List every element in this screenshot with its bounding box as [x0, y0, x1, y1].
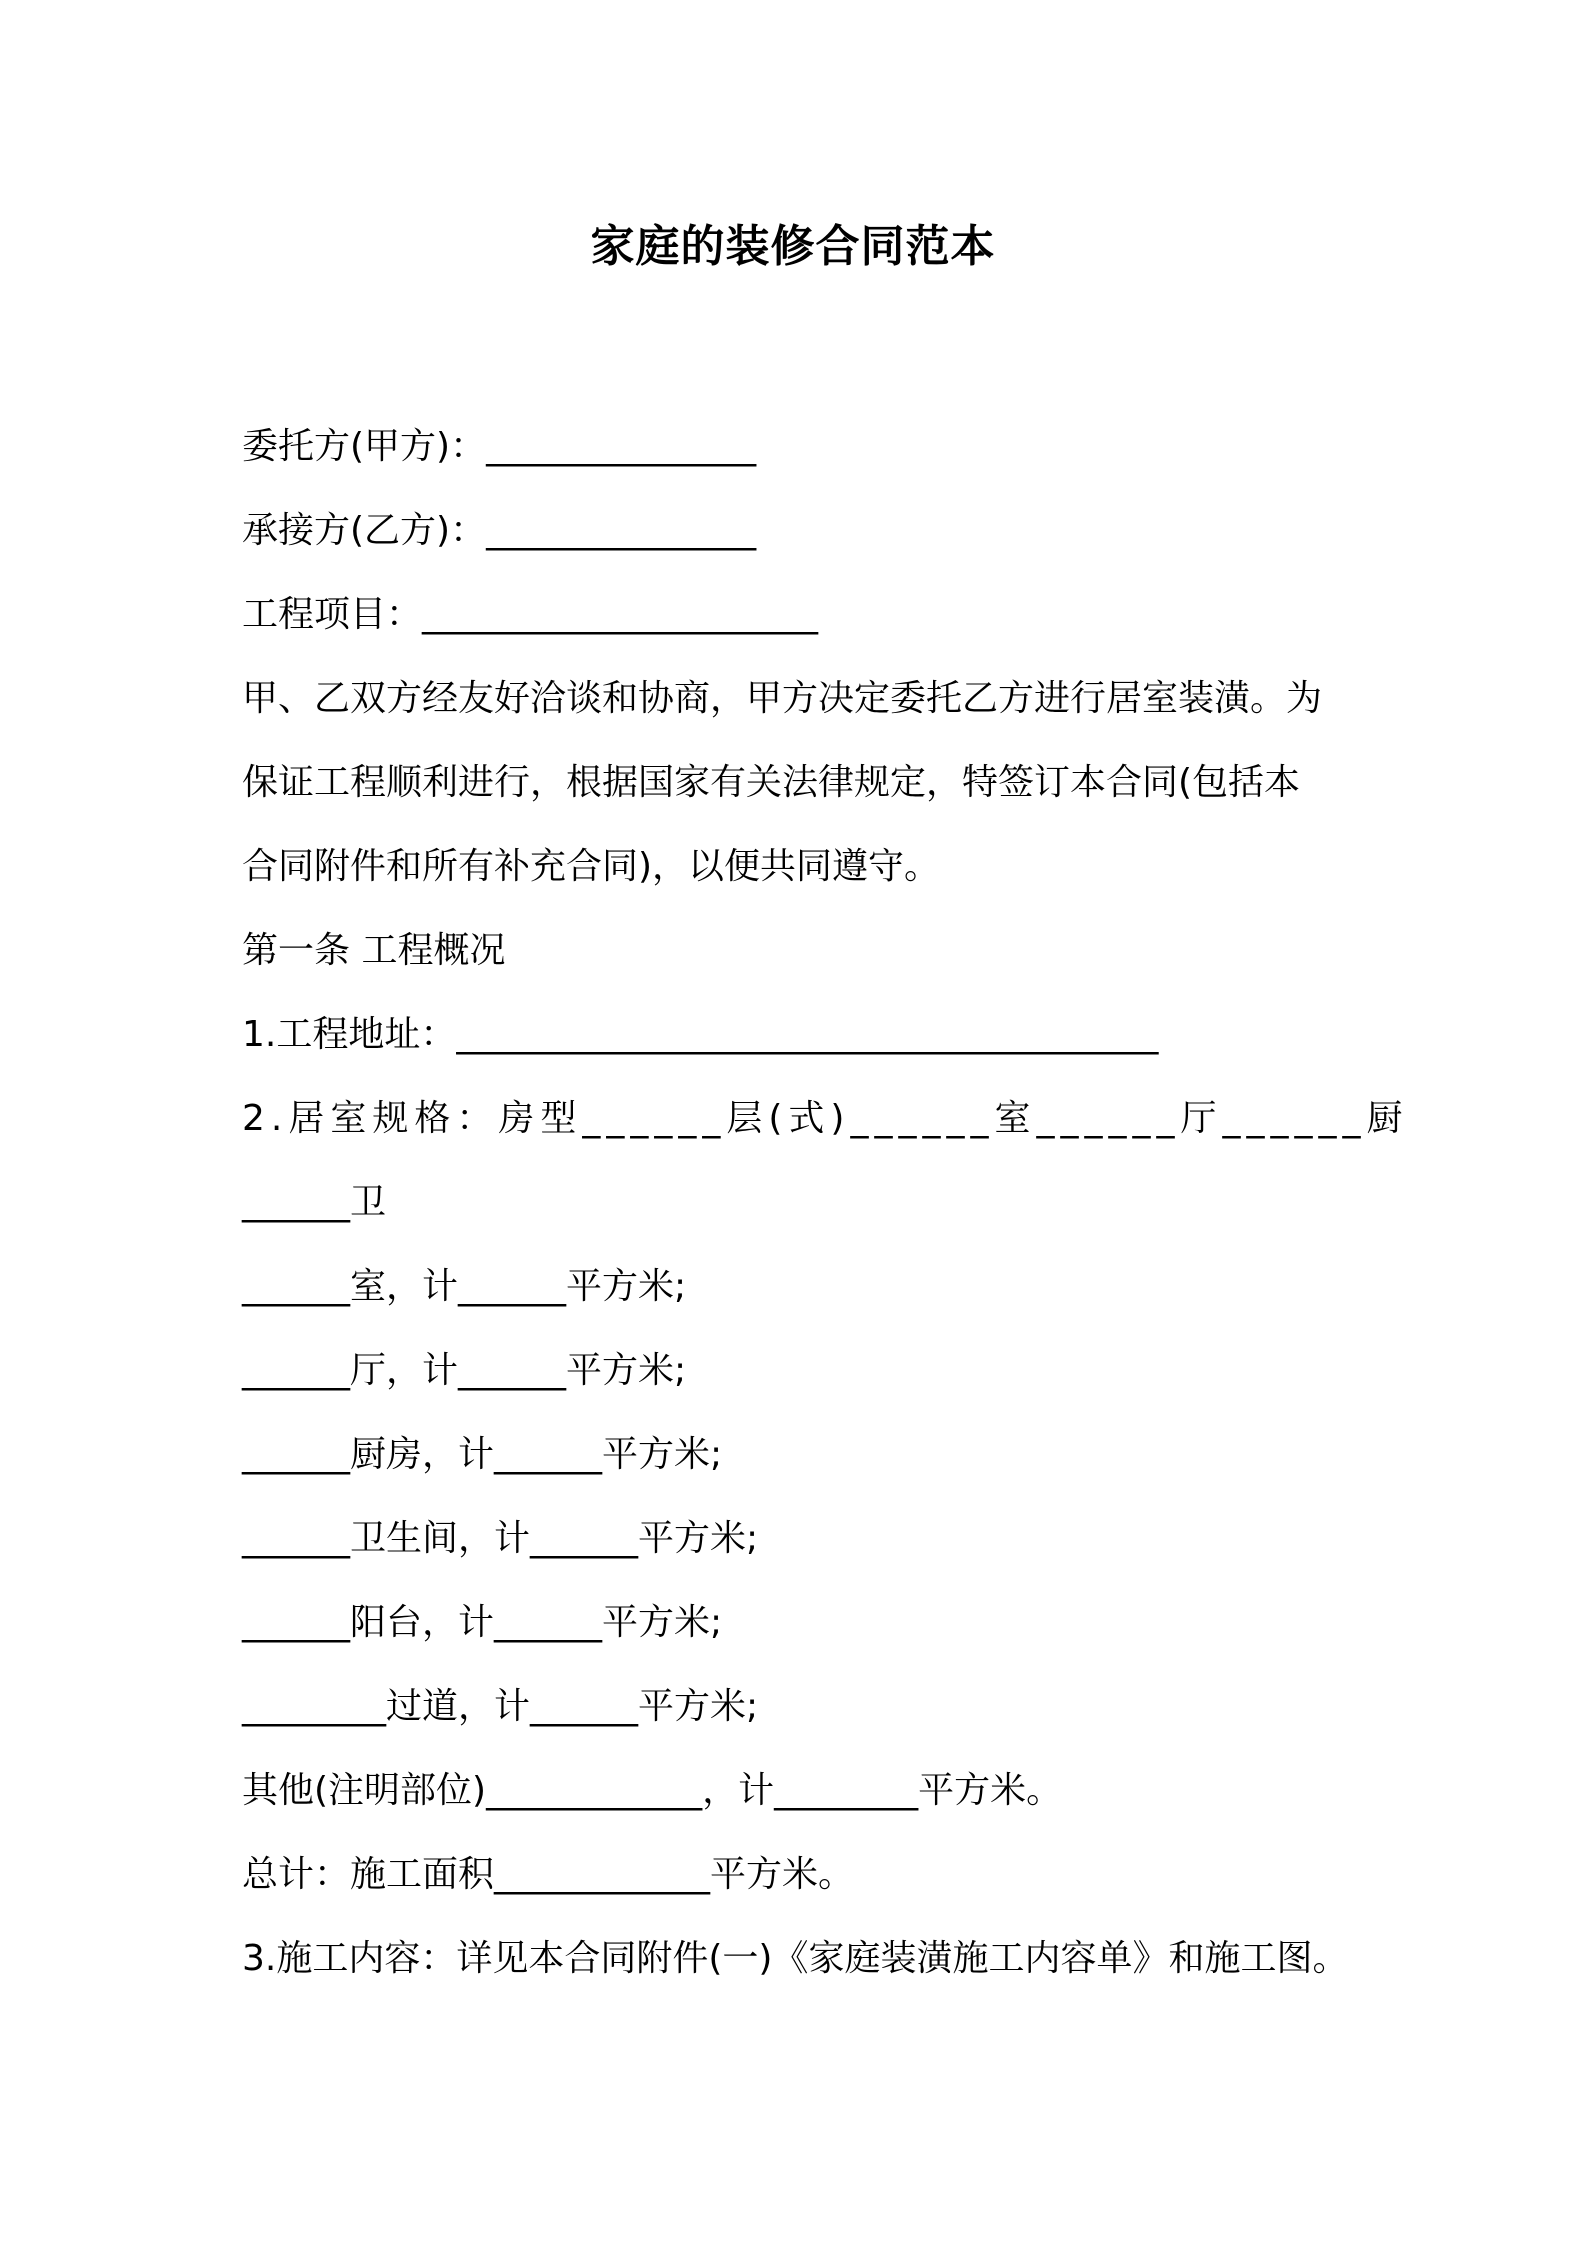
corridor-area-line: ________过道，计______平方米; — [242, 1686, 759, 1727]
document-title: 家庭的装修合同范本 — [590, 221, 996, 272]
document-body — [242, 405, 1409, 2001]
balcony-area-line: ______阳台，计______平方米; — [242, 1602, 723, 1643]
other-area-line: 其他(注明部位)____________，计________平方米。 — [242, 1770, 1063, 1811]
preamble-line-2: 保证工程顺利进行，根据国家有关法律规定，特签订本合同(包括本 — [242, 762, 1301, 803]
room-spec-continued-line: ______卫 — [242, 1182, 387, 1223]
construction-content-line: 3.施工内容：详见本合同附件(一)《家庭装潢施工内容单》和施工图。 — [242, 1938, 1349, 1979]
room-area-line: ______室，计______平方米; — [242, 1266, 687, 1307]
hall-area-line: ______厅，计______平方米; — [242, 1350, 687, 1391]
party-b-line: 承接方(乙方)：_______________ — [242, 510, 757, 551]
project-line: 工程项目：______________________ — [242, 594, 819, 635]
article-1-heading: 第一条 工程概况 — [242, 930, 506, 971]
preamble-line-3: 合同附件和所有补充合同)，以便共同遵守。 — [242, 846, 941, 887]
party-a-line: 委托方(甲方)：_______________ — [242, 426, 757, 467]
bathroom-area-line: ______卫生间，计______平方米; — [242, 1518, 759, 1559]
kitchen-area-line: ______厨房，计______平方米; — [242, 1434, 723, 1475]
total-area-line: 总计：施工面积____________平方米。 — [242, 1854, 855, 1895]
room-spec-line: 2.居室规格：房型______层(式)______室______厅______厨 — [242, 1098, 1409, 1139]
project-address-line: 1.工程地址：_______________________________________ — [242, 1014, 1159, 1055]
preamble-line-1: 甲、乙双方经友好洽谈和协商，甲方决定委托乙方进行居室装潢。为 — [242, 678, 1323, 719]
